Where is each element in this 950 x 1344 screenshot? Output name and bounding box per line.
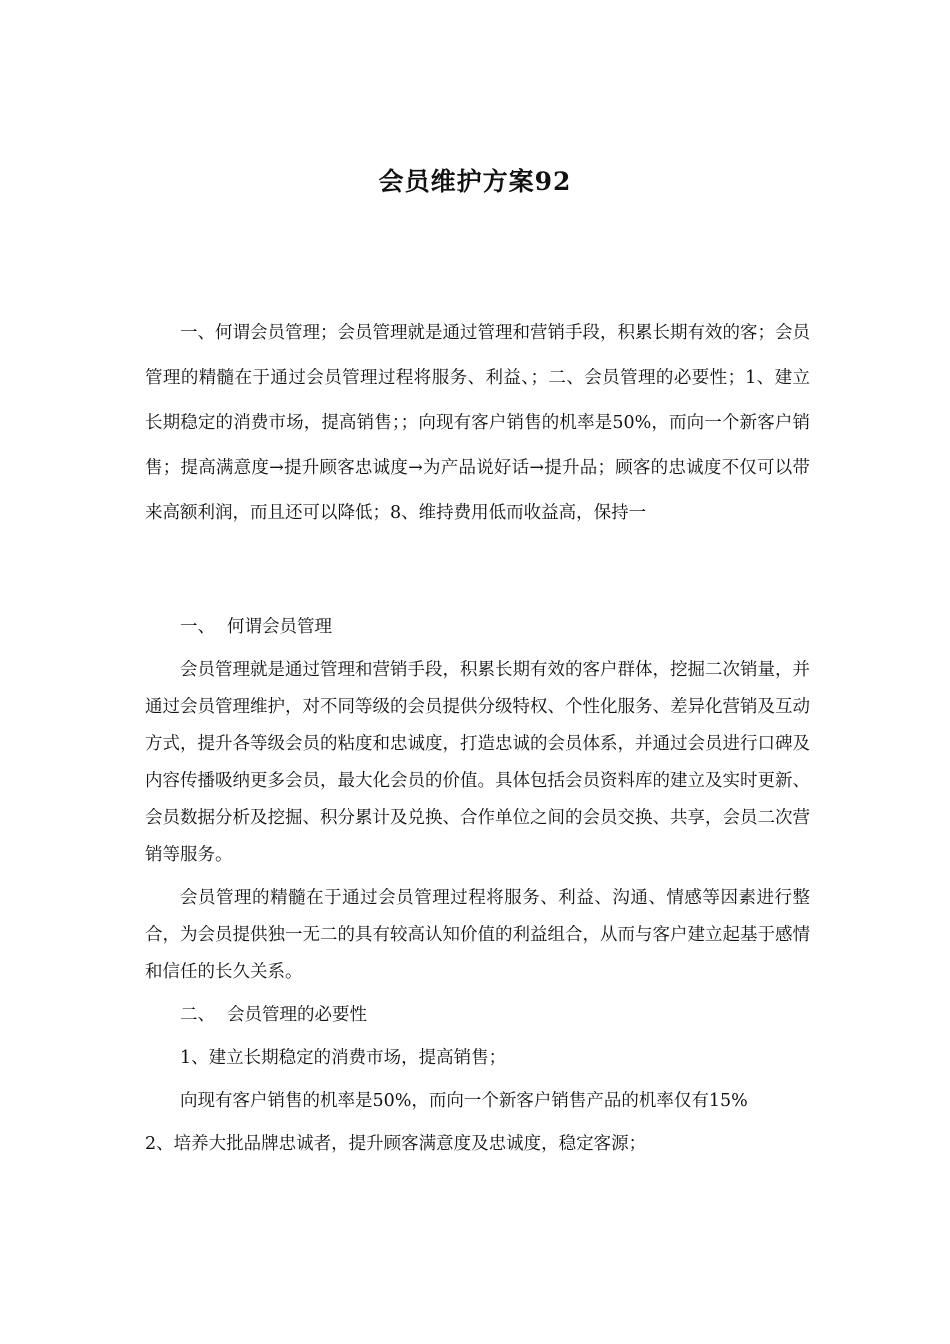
section1-paragraph-2: 会员管理的精髓在于通过会员管理过程将服务、利益、沟通、情感等因素进行整合，为会员提供独一无二的具有较高认知价值的利益组合，从而与客户建立起基于感情和信任的长久关系。 xyxy=(145,888,810,982)
section-number-2: 二、 xyxy=(180,1005,215,1025)
section2-item-1-detail: 向现有客户销售的机率是50%，而向一个新客户销售产品的机率仅有15% xyxy=(180,1091,748,1111)
section-title-1: 何谓会员管理 xyxy=(227,617,332,637)
section-heading-1 xyxy=(145,609,810,646)
section2-item-2: 2、培养大批品牌忠诚者，提升顾客满意度及忠诚度，稳定客源； xyxy=(145,1134,647,1154)
summary-paragraph: 一、何谓会员管理；会员管理就是通过管理和营销手段，积累长期有效的客；会员管理的精髓在于通过会员管理过程将服务、利益、；二、会员管理的必要性；1、建立长期稳定的消费市场，提高销售；；向现有客户销售的机率是50%，而向一个新客户销售；提高满意度→提升顾客忠诚度→为产品说好话→提升品；顾客的忠诚度不仅可以带来高额利润，而且还可以降低；8、维持费用低而收益高，保持一 xyxy=(145,323,810,523)
section1-paragraph-1: 会员管理就是通过管理和营销手段，积累长期有效的客户群体，挖掘二次销量，并通过会员管理维护，对不同等级的会员提供分级特权、个性化服务、差异化营销及互动方式，提升各等级会员的粘度和忠诚度，打造忠诚的会员体系，并通过会员进行口碑及内容传播吸纳更多会员，最大化会员的价值。具体包括会员资料库的建立及实时更新、会员数据分析及挖掘、积分累计及兑换、合作单位之间的会员交换、共享，会员二次营销等服务。 xyxy=(145,660,810,865)
body-block xyxy=(145,609,810,1163)
section2-item-1: 1、建立长期稳定的消费市场，提高销售； xyxy=(180,1048,507,1068)
summary-block xyxy=(145,311,810,536)
section-heading-2 xyxy=(145,997,810,1034)
section-title-2: 会员管理的必要性 xyxy=(227,1005,367,1025)
section-number-1: 一、 xyxy=(180,617,215,637)
document-title: 会员维护方案92 xyxy=(378,167,572,196)
